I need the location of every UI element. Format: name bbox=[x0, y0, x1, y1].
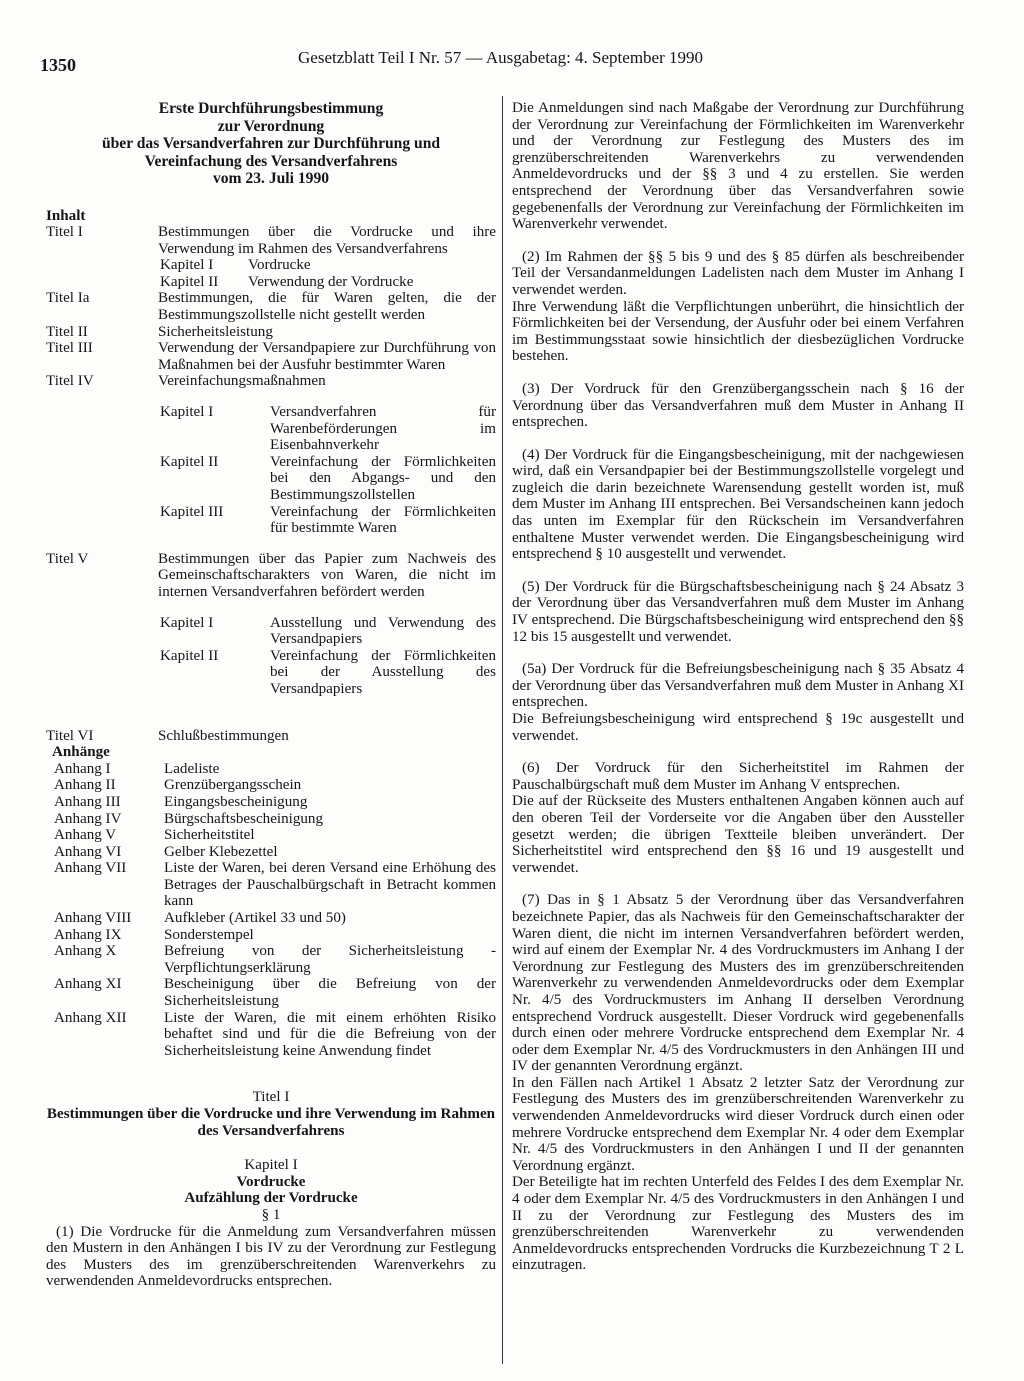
toc-subentry bbox=[46, 615, 496, 648]
annex-text: Bürgschaftsbescheinigung bbox=[164, 810, 324, 827]
toc-entry bbox=[46, 324, 496, 341]
toc-text: Bestimmungen über die Vordrucke und ihre Verwendung im Rahmen des Versandverfahrens bbox=[158, 224, 496, 257]
body-paragraph: Die Anmeldungen sind nach Maßgabe der Verordnung zur Durchführung der Verordnung zur Vereinfachung der Förmlichkeiten im Warenverkehr und der Verordnung zur Festlegung des Musters des im grenzüberschreitenden Warenverkehrs zu verwendenden Anmeldevordrucks und der §§ 3 und 4 zu erstellen. Sie werden entsprechend der Verordnung über das Versandverfahren sowie gegebenenfalls der Verordnung zur Vereinfachung der Förmlichkeiten im Warenverkehr verwendet. bbox=[512, 100, 964, 233]
document-title bbox=[46, 100, 496, 188]
toc-sublabel: Kapitel I bbox=[160, 614, 214, 631]
annex-label: Anhang XI bbox=[54, 976, 122, 993]
title-line: zur Verordnung bbox=[217, 117, 325, 135]
annex-entry bbox=[46, 910, 496, 927]
paragraph-part: (3) Der Vordruck für den Grenzübergangsschein nach § 16 der Verordnung über das Versandverfahren muß dem Muster in Anhang II entsprechen. bbox=[512, 380, 964, 431]
annex-entry bbox=[46, 1010, 496, 1060]
paragraph-part: (6) Der Vordruck für den Sicherheitstitel im Rahmen der Pauschalbürgschaft muß dem Muster im Anhang V entsprechen. bbox=[512, 760, 964, 793]
paragraph-part: Die auf der Rückseite des Musters enthaltenen Angaben können auch auf den oberen Teil der Vorderseite vor die Angaben über den Aussteller gesetzt werden; die übrigen Textteile bleiben unverändert. Der Sicherheitstitel wird entsprechend den §§ 16 und 19 ausgestellt und verwendet. bbox=[512, 793, 964, 876]
body-paragraph bbox=[512, 381, 964, 431]
annex-entry bbox=[46, 844, 496, 861]
chapter-label: Kapitel I bbox=[244, 1157, 298, 1174]
chapter-heading: Vordrucke bbox=[236, 1173, 306, 1190]
toc-entry bbox=[46, 340, 496, 373]
paragraph-part: Ihre Verwendung läßt die Verpflichtungen unberührt, die hinsichtlich der Förmlichkeiten bei der Versendung, der Ausfuhr oder bei einem Verfahren im Bestimmungsstaat sowie hinsichtlich der diesbezüglichen Vordrucke bestehen. bbox=[512, 298, 964, 365]
annex-text: Bescheinigung über die Befreiung von der Sicherheitsleistung bbox=[164, 976, 496, 1010]
annex-label: Anhang VI bbox=[54, 843, 122, 860]
annex-label: Anhang XII bbox=[54, 1009, 127, 1026]
body-paragraph bbox=[512, 661, 964, 744]
toc-subtext: Verwendung der Vordrucke bbox=[248, 273, 414, 290]
annex-entry bbox=[46, 794, 496, 811]
right-column bbox=[512, 100, 964, 1274]
toc-subentry bbox=[46, 274, 496, 291]
annex-entry bbox=[46, 943, 496, 976]
toc-label: Titel V bbox=[46, 550, 89, 567]
toc-text: Schlußbestimmungen bbox=[158, 727, 289, 744]
title-line: Erste Durchführungsbestimmung bbox=[158, 100, 384, 117]
toc-subtext: Vereinfachung der Förmlichkeiten bei den Abgangs- und den Bestimmungszollstellen bbox=[270, 453, 496, 503]
toc-entry bbox=[46, 290, 496, 323]
paragraph-sign: § 1 bbox=[261, 1206, 281, 1223]
paragraph-part: (2) Im Rahmen der §§ 5 bis 9 und des § 85 dürfen als beschreibender Teil der Versandanmeldungen Ladelisten nach dem Muster im Anhang I verwendet werden. bbox=[512, 248, 964, 298]
toc-subtext: Vordrucke bbox=[248, 257, 311, 274]
paragraph-part: (5) Der Vordruck für die Bürgschaftsbescheinigung nach § 24 Absatz 3 der Verordnung über das Versandverfahren muß dem Muster im Anhang IV entsprechend. Die Bürgschaftsbescheinigung wird entsprechend den §§ 12 bis 15 ausgestellt und verwendet. bbox=[512, 578, 964, 645]
toc-subentry bbox=[46, 257, 496, 274]
sub-heading: Aufzählung der Vordrucke bbox=[184, 1190, 358, 1207]
toc-text: Bestimmungen, die für Waren gelten, die der Bestimmungszollstelle nicht gestellt werden bbox=[158, 290, 496, 324]
annex-entry bbox=[46, 976, 496, 1009]
toc-label: Titel Ia bbox=[46, 290, 90, 307]
annex-label: Anhang II bbox=[54, 777, 116, 794]
toc-text: Vereinfachungsmaßnahmen bbox=[158, 373, 326, 390]
toc-subentry bbox=[46, 454, 496, 504]
annex-text: Aufkleber (Artikel 33 und 50) bbox=[164, 910, 346, 927]
annex-label: Anhang V bbox=[54, 827, 117, 844]
toc-heading: Inhalt bbox=[46, 207, 86, 224]
annex-text: Liste der Waren, die mit einem erhöhten Risiko behaftet sind und für die die Befreiung von der Sicherheitsleistung keine Anwendung findet bbox=[164, 1009, 496, 1059]
paragraph-part: (5a) Der Vordruck für die Befreiungsbescheinigung nach § 35 Absatz 4 der Verordnung über das Versandverfahren muß dem Muster in Anhang XI entsprechen. bbox=[512, 661, 964, 711]
annex-text: Sonderstempel bbox=[164, 926, 254, 943]
annex-entry bbox=[46, 811, 496, 828]
toc-label: Titel IV bbox=[46, 373, 94, 390]
annex-entry bbox=[46, 827, 496, 844]
title-line: Vereinfachung des Versandverfahrens bbox=[144, 152, 398, 170]
annex-text: Befreiung von der Sicherheitsleistung - Verpflichtungserklärung bbox=[164, 943, 496, 976]
annex-text: Sicherheitstitel bbox=[164, 827, 255, 844]
toc-subentry bbox=[46, 504, 496, 537]
paragraph-part: In den Fällen nach Artikel 1 Absatz 2 letzter Satz der Verordnung zur Festlegung des Musters des im grenzüberschreitenden Warenverkehr zu verwendenden Anmeldevordrucks wird dieser Vordruck durch einen oder mehrere Vordrucke entsprechend dem Exemplar Nr. 4 oder dem Exemplar Nr. 4/5 des Vordruckmusters in den Anhängen I und II der genannten Verordnung ergänzt. bbox=[512, 1074, 964, 1174]
annex-entry bbox=[46, 777, 496, 794]
toc-label: Titel VI bbox=[46, 727, 94, 744]
toc-entry bbox=[46, 728, 496, 745]
toc-label: Titel II bbox=[46, 323, 88, 340]
toc-text: Sicherheitsleistung bbox=[158, 323, 273, 340]
column-divider bbox=[502, 96, 503, 1364]
body-paragraph bbox=[512, 579, 964, 645]
toc-text: Verwendung der Versandpapiere zur Durchführung von Maßnahmen bei der Ausfuhr bestimmter Waren bbox=[158, 340, 496, 373]
section-heading: Bestimmungen über die Vordrucke und ihre Verwendung im Rahmen des Versandverfahrens bbox=[46, 1106, 496, 1139]
annex-label: Anhang I bbox=[54, 760, 111, 777]
paragraph-part: Die Befreiungsbescheinigung wird entsprechend § 19c ausgestellt und verwendet. bbox=[512, 711, 964, 744]
annex-heading: Anhänge bbox=[52, 744, 110, 761]
toc-subentry bbox=[46, 404, 496, 454]
toc-sublabel: Kapitel I bbox=[160, 257, 214, 274]
annex-entry bbox=[46, 761, 496, 778]
annex-label: Anhang VII bbox=[54, 860, 127, 877]
annex-label: Anhang III bbox=[54, 793, 121, 810]
body-paragraph bbox=[512, 249, 964, 365]
toc-subentry bbox=[46, 648, 496, 698]
toc-subtext: Vereinfachung der Förmlichkeiten bei der Ausstellung des Versandpapiers bbox=[270, 647, 496, 697]
toc-sublabel: Kapitel III bbox=[160, 503, 224, 520]
toc-label: Titel I bbox=[46, 224, 83, 241]
toc-subtext: Vereinfachung der Förmlichkeiten für bestimmte Waren bbox=[270, 503, 496, 537]
annex-entry bbox=[46, 860, 496, 910]
toc-sublabel: Kapitel II bbox=[160, 453, 219, 470]
toc-sublabel: Kapitel II bbox=[160, 647, 219, 664]
body-paragraph bbox=[512, 892, 964, 1274]
annex-label: Anhang VIII bbox=[54, 910, 132, 927]
left-column bbox=[46, 100, 496, 1290]
toc-entry bbox=[46, 373, 496, 390]
annex-label: Anhang X bbox=[54, 943, 117, 960]
toc-subtext: Ausstellung und Verwendung des Versandpapiers bbox=[270, 614, 496, 648]
body-paragraph bbox=[512, 447, 964, 563]
toc-entry bbox=[46, 551, 496, 601]
toc-subtext: Versandverfahren für Warenbeförderungen im Eisenbahnverkehr bbox=[270, 404, 496, 454]
toc-label: Titel III bbox=[46, 340, 93, 357]
annex-label: Anhang IV bbox=[54, 810, 122, 827]
toc-sublabel: Kapitel II bbox=[160, 273, 219, 290]
paragraph-part: (7) Das in § 1 Absatz 5 der Verordnung über das Versandverfahren bezeichnete Papier, das als Nachweis für den Gemeinschaftscharakter der Waren dient, die nicht im internen Versandverfahren befördert werden, wird auf einem der Exemplar Nr. 4 des Vordruckmusters im Anhang I der Verordnung zur Festlegung des Musters des im grenzüberschreitenden Warenverkehr zu verwendenden Anmeldevordrucks oder dem Exemplar Nr. 4/5 des Vordruckmusters im Anhang II derselben Verordnung entsprechend Vordruck ausgestellt. Dieser Vordruck wird gegebenenfalls durch einen oder mehrere Vordrucke entsprechend dem Exemplar Nr. 4 oder dem Exemplar Nr. 4/5 des Vordruckmusters in den Anhängen III und IV der genannten Verordnung ergänzt. bbox=[512, 892, 964, 1075]
toc-sublabel: Kapitel I bbox=[160, 404, 214, 421]
body-paragraph bbox=[512, 760, 964, 876]
running-header: Gesetzblatt Teil I Nr. 57 — Ausgabetag: 4. September 1990 bbox=[298, 48, 703, 67]
body-paragraph: (1) Die Vordrucke für die Anmeldung zum Versandverfahren müssen den Mustern in den Anhängen I bis IV zu der Verordnung zur Festlegung des Musters des im grenzüberschreitenden Warenverkehrs zu verwendenden Anmeldevordrucks entsprechen. bbox=[46, 1223, 496, 1290]
title-date: vom 23. Juli 1990 bbox=[212, 170, 330, 187]
annex-text: Eingangsbescheinigung bbox=[164, 793, 308, 810]
annex-text: Gelber Klebezettel bbox=[164, 843, 278, 860]
annex-text: Ladeliste bbox=[164, 760, 220, 777]
title-line: über das Versandverfahren zur Durchführung und bbox=[101, 135, 441, 152]
annex-entry bbox=[46, 927, 496, 944]
paragraph-part: Der Beteiligte hat im rechten Unterfeld des Feldes I des dem Exemplar Nr. 4 oder dem Exemplar Nr. 4/5 des Vordruckmusters in den Anhängen I und II zu der Verordnung zur Festlegung des Musters des im grenzüberschreitenden Warenverkehr zu verwendenden Anmeldevordrucks entsprechenden Vordrucks die Kurzbezeichnung T 2 L einzutragen. bbox=[512, 1174, 964, 1274]
toc-text: Bestimmungen über das Papier zum Nachweis des Gemeinschaftscharakters von Waren, die nicht im internen Versandverfahren befördert werden bbox=[158, 550, 496, 600]
annex-text: Liste der Waren, bei deren Versand eine Erhöhung des Betrages der Pauschalbürgschaft in Betracht kommen kann bbox=[164, 860, 496, 910]
annex-text: Grenzübergangsschein bbox=[164, 777, 302, 794]
paragraph-part: (4) Der Vordruck für die Eingangsbescheinigung, mit der nachgewiesen wird, daß ein Versandpapier bei der Bestimmungszollstelle vorgelegt und zugleich die darin bezeichnete Warensendung gestellt worden ist, muß dem Muster im Anhang III entsprechen. Bei Versandscheinen kann jedoch das unten im Exemplar für den Rückschein im Versandverfahren enthaltene Muster verwendet werden. Die Eingangsbescheinigung wird entsprechend § 10 ausgestellt und verwendet. bbox=[512, 446, 964, 563]
annex-label: Anhang IX bbox=[54, 926, 122, 943]
toc-entry bbox=[46, 224, 496, 257]
page-number: 1350 bbox=[40, 55, 76, 75]
section-titel: Titel I bbox=[252, 1089, 290, 1106]
